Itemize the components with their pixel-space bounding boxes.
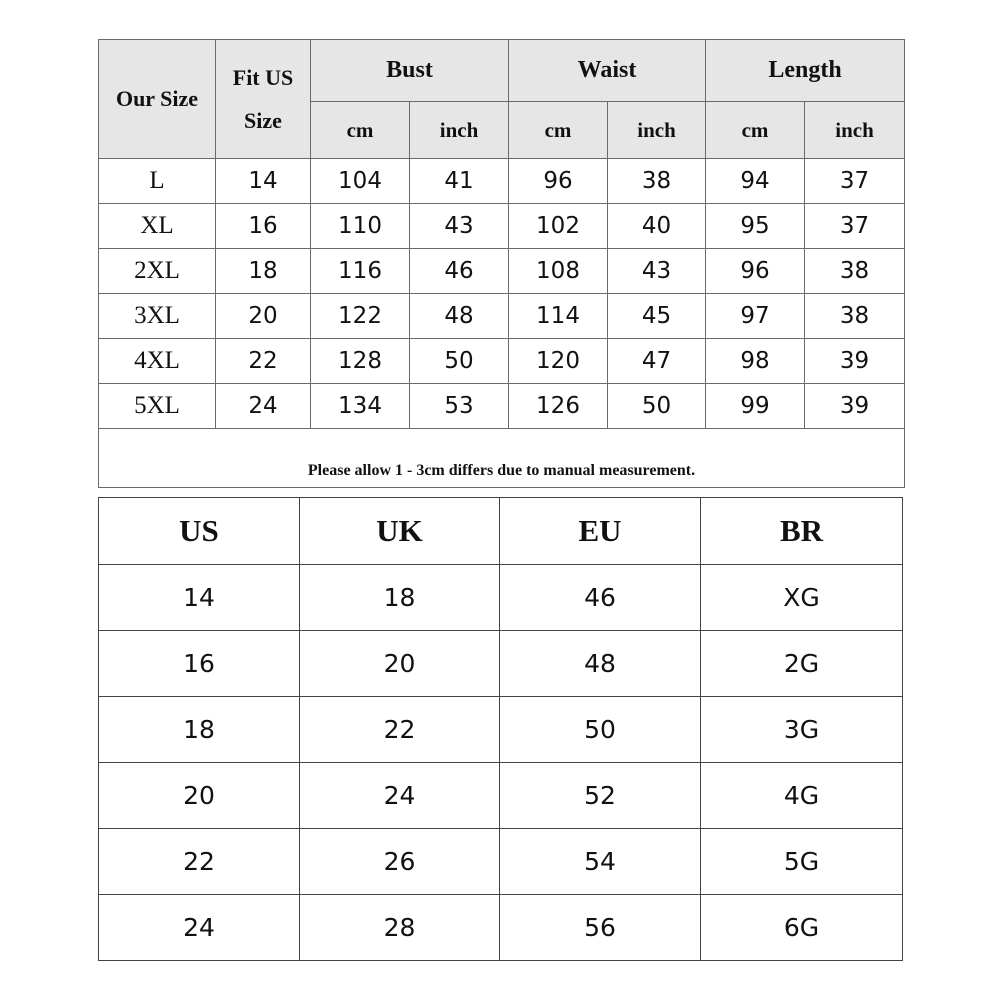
bust-inch-cell: 48 <box>410 294 509 339</box>
waist-header: Waist <box>509 40 706 102</box>
length-header: Length <box>706 40 905 102</box>
us-cell: 18 <box>99 697 300 763</box>
us-cell: 22 <box>99 829 300 895</box>
bust-cm-cell: 122 <box>311 294 410 339</box>
length-cm-cell: 95 <box>706 204 805 249</box>
length-inch-cell: 39 <box>805 384 905 429</box>
us-size-cell: 16 <box>216 204 311 249</box>
table-row <box>99 159 905 204</box>
eu-cell: 56 <box>500 895 701 961</box>
size-cell: 4XL <box>99 339 216 384</box>
us-cell: 14 <box>99 565 300 631</box>
uk-cell: 18 <box>300 565 500 631</box>
bust-cm-cell: 116 <box>311 249 410 294</box>
table-row <box>99 631 903 697</box>
br-cell: XG <box>701 565 903 631</box>
br-cell: 4G <box>701 763 903 829</box>
waist-inch-cell: 45 <box>608 294 706 339</box>
bust-inch-cell: 46 <box>410 249 509 294</box>
eu-cell: 54 <box>500 829 701 895</box>
table-row <box>99 697 903 763</box>
uk-cell: 28 <box>300 895 500 961</box>
br-cell: 5G <box>701 829 903 895</box>
br-header: BR <box>701 498 903 565</box>
size-chart-table <box>98 39 905 488</box>
uk-cell: 26 <box>300 829 500 895</box>
bust-cm-cell: 128 <box>311 339 410 384</box>
our-size-header: Our Size <box>99 40 216 159</box>
waist-cm-cell: 126 <box>509 384 608 429</box>
table-row <box>99 565 903 631</box>
size-cell: XL <box>99 204 216 249</box>
length-cm-cell: 99 <box>706 384 805 429</box>
length-cm-cell: 94 <box>706 159 805 204</box>
us-size-cell: 24 <box>216 384 311 429</box>
size-cell: 3XL <box>99 294 216 339</box>
uk-header: UK <box>300 498 500 565</box>
uk-cell: 20 <box>300 631 500 697</box>
length-cm-cell: 98 <box>706 339 805 384</box>
bust-inch-cell: 41 <box>410 159 509 204</box>
bust-inch-cell: 43 <box>410 204 509 249</box>
table-row <box>99 249 905 294</box>
eu-cell: 52 <box>500 763 701 829</box>
table-row <box>99 204 905 249</box>
fit-us-label: Fit US <box>232 65 294 90</box>
table-row <box>99 339 905 384</box>
size-conversion-table <box>98 497 903 961</box>
length-inch-cell: 38 <box>805 249 905 294</box>
bust-inch-cell: 53 <box>410 384 509 429</box>
size-cell: L <box>99 159 216 204</box>
uk-cell: 22 <box>300 697 500 763</box>
us-cell: 16 <box>99 631 300 697</box>
waist-cm-cell: 108 <box>509 249 608 294</box>
length-cm-header: cm <box>706 102 805 159</box>
size-cell: 5XL <box>99 384 216 429</box>
length-cm-cell: 96 <box>706 249 805 294</box>
waist-cm-cell: 120 <box>509 339 608 384</box>
length-inch-header: inch <box>805 102 905 159</box>
waist-cm-cell: 96 <box>509 159 608 204</box>
uk-cell: 24 <box>300 763 500 829</box>
br-cell: 2G <box>701 631 903 697</box>
br-cell: 3G <box>701 697 903 763</box>
waist-cm-header: cm <box>509 102 608 159</box>
table-row <box>99 895 903 961</box>
us-size-cell: 18 <box>216 249 311 294</box>
waist-inch-cell: 38 <box>608 159 706 204</box>
length-cm-cell: 97 <box>706 294 805 339</box>
us-size-cell: 22 <box>216 339 311 384</box>
bust-cm-header: cm <box>311 102 410 159</box>
waist-cm-cell: 114 <box>509 294 608 339</box>
bust-cm-cell: 134 <box>311 384 410 429</box>
table-row <box>99 384 905 429</box>
us-cell: 20 <box>99 763 300 829</box>
size-label: Size <box>244 108 282 133</box>
table-row <box>99 829 903 895</box>
bust-inch-header: inch <box>410 102 509 159</box>
us-size-cell: 20 <box>216 294 311 339</box>
fit-us-size-header <box>216 40 311 159</box>
conversion-header-row <box>99 498 903 565</box>
eu-header: EU <box>500 498 701 565</box>
header-row <box>99 40 905 102</box>
bust-cm-cell: 104 <box>311 159 410 204</box>
bust-header: Bust <box>311 40 509 102</box>
eu-cell: 46 <box>500 565 701 631</box>
measurement-note: Please allow 1 - 3cm differs due to manual measurement. <box>99 429 905 488</box>
br-cell: 6G <box>701 895 903 961</box>
eu-cell: 48 <box>500 631 701 697</box>
length-inch-cell: 39 <box>805 339 905 384</box>
length-inch-cell: 37 <box>805 204 905 249</box>
us-size-cell: 14 <box>216 159 311 204</box>
eu-cell: 50 <box>500 697 701 763</box>
bust-inch-cell: 50 <box>410 339 509 384</box>
table-row <box>99 763 903 829</box>
waist-inch-header: inch <box>608 102 706 159</box>
size-cell: 2XL <box>99 249 216 294</box>
us-cell: 24 <box>99 895 300 961</box>
table-row <box>99 294 905 339</box>
waist-inch-cell: 50 <box>608 384 706 429</box>
waist-inch-cell: 40 <box>608 204 706 249</box>
waist-cm-cell: 102 <box>509 204 608 249</box>
us-header: US <box>99 498 300 565</box>
waist-inch-cell: 43 <box>608 249 706 294</box>
length-inch-cell: 38 <box>805 294 905 339</box>
waist-inch-cell: 47 <box>608 339 706 384</box>
length-inch-cell: 37 <box>805 159 905 204</box>
bust-cm-cell: 110 <box>311 204 410 249</box>
